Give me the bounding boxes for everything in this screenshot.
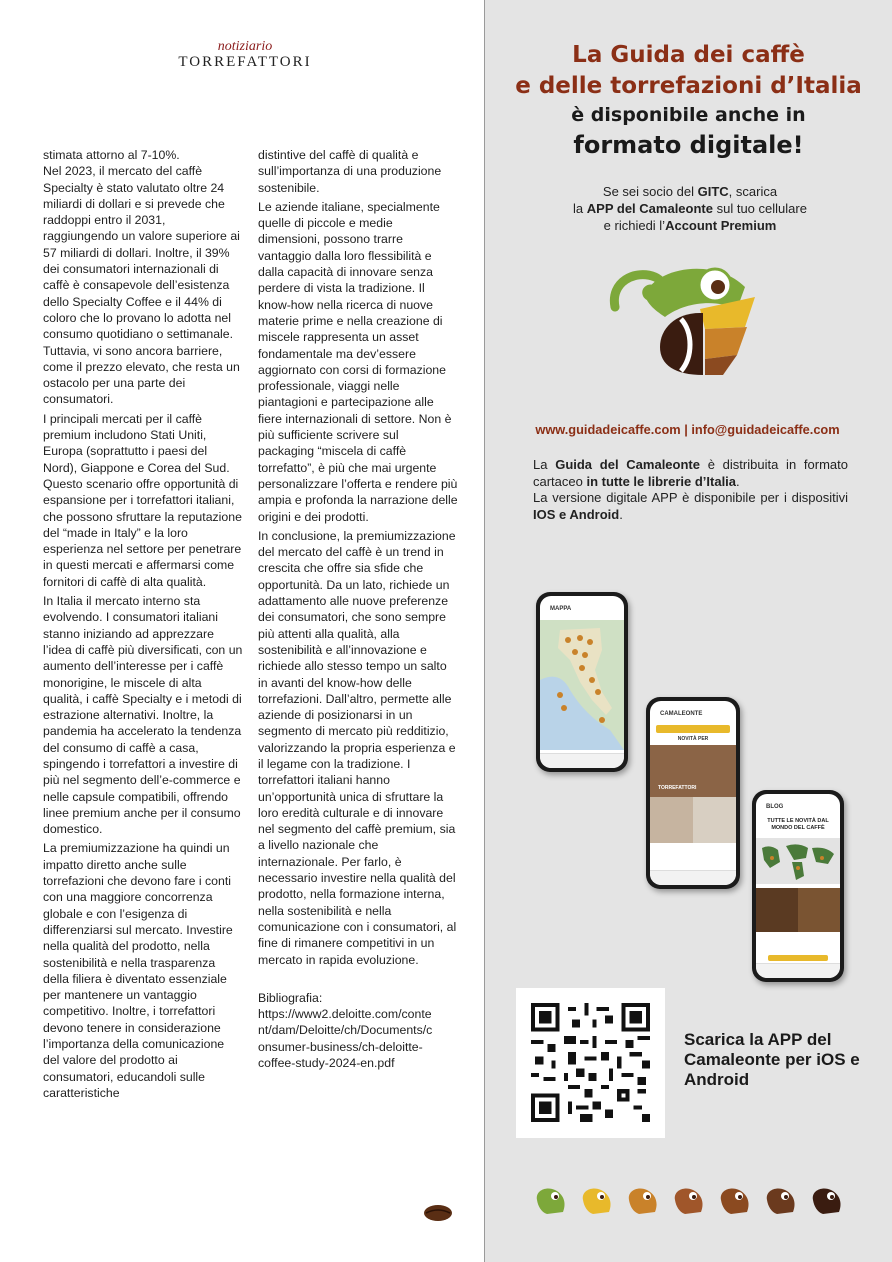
paragraph: La premiumizzazione ha quindi un impatto diretto anche sulle torrefazioni che devono fare i conti con una maggiore concorrenza globale e con l’esigenza di differenziarsi sul mercato. Investire nella qualità del prodotto, nella sostenibilità e nella trasparenza della filiera è diventato essenziale per mantenere un vantaggio competitivo. Inoltre, i torrefattori devono tenere in considerazione l’importanza della comunicazione del valore del prodotto ai consumatori, educandoli sulle caratteristiche [43,841,233,1100]
paragraph: Le aziende italiane, specialmente quelle di piccole e medie dimensioni, possono trarre vantaggio dalla loro flessibilità e dalla capacità di innovare senza perdere di vista la tradizione. Il know-how nella ricerca di nuove materie prime e nella creazione di miscele rappresenta un asset fondamentale ma dev’essere aggiornato con corsi di formazione professionale, viaggi nelle piantagioni e partecipazione alle fiere internazionali di settore. Non è più sufficiente scrivere sul packaging “miscela di caffè torrefatto”, è più che mai urgente personalizzare l’offerta e rendere più ampia e profonda la narrazione delle origini e dei prodotti. [258,199,458,524]
chameleon-icon [629,1188,657,1214]
photo-grid [650,797,736,843]
app-label: APP del Camaleonte [586,201,713,216]
headline-line-2: e delle torrefazioni d’Italia [515,73,862,99]
masthead-torrefattori: TORREFATTORI [178,54,312,70]
paragraph: In Italia il mercato interno sta evolvendo. I consumatori italiani stanno iniziando ad apprezzare l’idea di caffè più diversificati, con un aumento dell’interesse per i caffè monorigine, le miscele di alta qualità, i caffè Specialty e i metodi di estrazione alternativi. Inoltre, la pandemia ha accelerato la tendenza del consumo di caffè a casa, spingendo i torrefattori a investire di più nel segmento dell’e-commerce e nelle capsule compatibili, offrendo linee premium anche per il consumo domestico. [43,594,243,837]
ad-panel [485,0,892,1262]
headline-line-1: La Guida dei caffè [572,42,805,68]
phone-map-screen [536,592,628,772]
photo-label: TORREFATTORI [658,785,697,791]
qr-code-icon [531,1003,650,1122]
text: La versione digitale APP è disponibile per i dispositivi [533,490,848,505]
os-label: IOS e Android [533,506,620,522]
phone-home-screen [646,697,740,889]
text: la [573,201,587,216]
phone-screen [650,701,736,885]
guide-label: Guida del Camaleonte [555,457,700,472]
photo-beans [756,888,840,932]
phone-blog-screen [752,790,844,982]
italy-map [540,620,624,750]
chameleon-icon [767,1188,795,1214]
distribution-print [533,457,848,490]
photo [798,888,840,932]
headline-line-3: è disponibile anche in [571,104,806,126]
screen-title: BLOG [766,804,784,810]
screen-title: MAPPA [550,606,572,612]
text: . [736,473,740,489]
shops-label: in tutte le librerie d’Italia [586,473,737,489]
photo [756,888,798,932]
account-label: Account Premium [665,218,777,233]
text: , scarica [728,184,778,199]
distribution-digital [533,490,848,523]
chameleon-logo [605,247,765,377]
text: Se sei socio del [602,184,698,199]
chameleon-icon [583,1188,611,1214]
qr-code[interactable] [516,988,665,1138]
photo [650,797,693,843]
yellow-button [768,955,828,961]
download-cta: Scarica la APP del Camaleonte per iOS e Android [684,1030,860,1089]
headline-line-4: formato digitale! [573,131,804,159]
paragraph: I principali mercati per il caffè premium includono Stati Uniti, Europa (soprattutto i paesi del Nord), Giappone e Corea del Sud. Questo scenario offre opportunità di espansione per i torrefattori italiani, che possono sfruttare la reputazione del “made in Italy” e la loro esperienza nel settore per penetrare in questi mercati e affermarsi come fornitori di caffè di alta qualità. [43,411,242,589]
photo [693,797,736,843]
text: La [533,457,556,472]
article-column-2 [258,147,458,1074]
masthead-notiziario: notiziario [217,39,273,54]
chameleon-icon [721,1188,749,1214]
paragraph: In conclusione, la premiumizzazione del mercato del caffè è un trend in crescita che offre sia sfide che opportunità. Da un lato, richiede un adattamento alle nuove preferenze dei consumatori, che sono sempre più attenti alla qualità, alla sostenibilità e all’innovazione e richiede allo stesso tempo un salto in avanti del know-how delle torrefazioni. Dall’altro, permette alle aziende di posizionarsi in un segmento di mercato più redditizio, valorizzando la propria esperienza e il legame con la tradizione. I torrefattori italiani hanno un’opportunità unica di sfruttare la loro eredità culturale e di innovare nel segmento del caffè premium, sia a livello nazionale che internazionale. Per farlo, è necessario investire nella qualità del prodotto, nella formazione interna, nella sostenibilità e nella comunicazione con i consumatori, al fine di rimanere competitivi in un mercato in rapida evoluzione. [258,528,457,967]
section-title: NOVITÀ PER [677,736,709,742]
member-info [525,183,855,234]
coffee-bean-icon [423,1203,453,1223]
paragraph: stimata attorno al 7-10%. Nel 2023, il mercato del caffè Specialty è stato valutato oltre 24 miliardi di dollari e si prevede che raddoppi entro il 2031, raggiungendo un valore superiore ai 57 miliardi di dollari. Inoltre, il 39% dei consumatori internazionali di caffè è consapevole dell’esistenza dello Specialty Coffee e il 44% di coloro che lo provano lo adotta nel consumo quotidiano o settimanale. Tuttavia, vi sono ancora barriere, come il prezzo elevato, che resta un ostacolo per una parte dei consumatori. [43,148,240,407]
ad-headline [485,40,892,161]
screen-tabbar [756,963,840,978]
gitc-label: GITC [697,184,729,199]
article-column-1 [43,147,243,1104]
chameleon-icons-row [533,1180,853,1218]
screen-tabbar [540,753,624,768]
chameleon-icon [813,1188,841,1214]
photo-latte [650,745,736,797]
text: sul tuo cellulare [712,201,807,216]
distribution-info [533,457,848,523]
text: . [619,506,623,522]
text: è distribuita in formato cartaceo [533,457,848,489]
paragraph: distintive del caffè di qualità e sull’importanza di una produzione sostenibile. [258,148,442,195]
screen-title: CAMALEONTE [660,711,703,717]
yellow-banner [656,725,730,733]
world-map [756,838,840,884]
screen-tabbar [650,870,736,885]
masthead [160,40,330,70]
chameleon-icon [675,1188,703,1214]
phone-screen [756,794,840,978]
contacts: www.guidadeicaffe.com | info@guidadeicaffe.com [535,422,840,437]
chameleon-icon [537,1188,565,1214]
phone-screen [540,596,624,768]
blog-heading: TUTTE LE NOVITÀ DAL MONDO DEL CAFFÈ [767,818,829,831]
bibliography: Bibliografia: https://www2.deloitte.com/content/dam/Deloitte/ch/Documents/consumer-business/ch-deloitte-coffee-study-2024-en.pdf [258,990,433,1071]
text: e richiedi l’ [603,218,666,233]
